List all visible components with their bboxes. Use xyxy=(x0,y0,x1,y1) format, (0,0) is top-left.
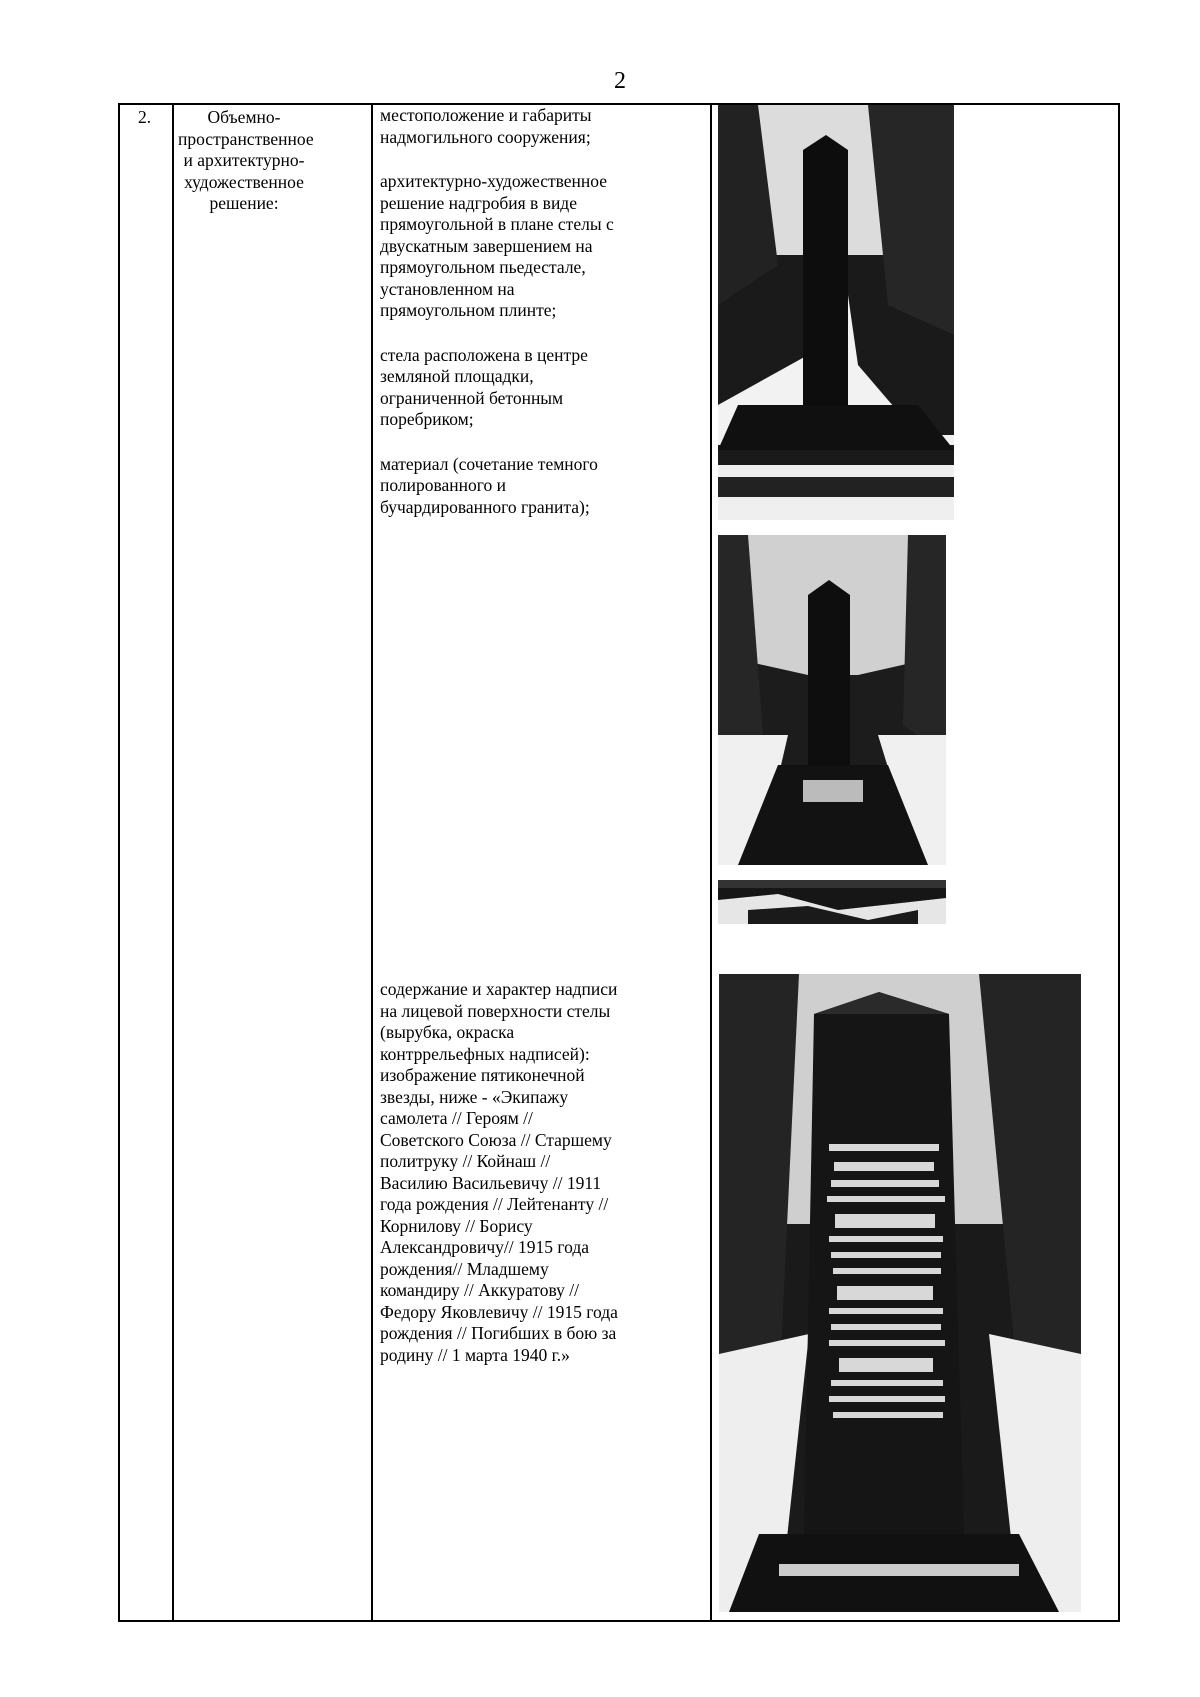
photo-ground-strip xyxy=(718,880,946,924)
row-number: 2. xyxy=(138,107,152,127)
photo-gravestone-side-view xyxy=(718,105,954,520)
photo-inscription-stele xyxy=(719,974,1081,1612)
photo-gravestone-front-view xyxy=(718,535,946,865)
criterion-material: материал (сочетание темного полированного и бучардированного гранита); xyxy=(380,453,598,517)
criterion-inscription: содержание и характер надписи на лицевой поверхности стелы (вырубка, окраска контррельефных надписей): изображение пятиконечной звезды, ниже - «Экипажу самолета // Героям // Советского Союза // Старшему политруку // Койнаш // Василию Васильевичу // 1911 года рождения // Лейтенанту // Корнилову // Борису Александровичу// 1915 года рождения// Младшему командиру // Аккуратову // Федору Яковлевичу // 1915 года рождения // Погибших в бою за родину // 1 марта 1940 г.» xyxy=(380,979,618,1365)
column-divider-1 xyxy=(172,103,174,1622)
criteria-top xyxy=(380,105,680,541)
photo-4-image xyxy=(719,974,1081,1612)
photo-2-image xyxy=(718,535,946,865)
table-left-border xyxy=(118,103,120,1622)
criterion-placement: стела расположена в центре земляной площадки, ограниченной бетонным поребриком; xyxy=(380,344,588,429)
photo-1-image xyxy=(718,105,954,520)
column-divider-3 xyxy=(710,103,712,1622)
criterion-location: местоположение и габариты надмогильного сооружения; xyxy=(380,105,592,147)
page-number: 2 xyxy=(614,68,626,94)
photo-3-image xyxy=(718,880,946,924)
row-label: Объемно- пространственное и архитектурно- художественное решение: xyxy=(178,107,314,213)
criterion-architecture: архитектурно-художественное решение надгробия в виде прямоугольной в плане стелы с двускатным завершением на прямоугольном пьедестале, установленном на прямоугольном плинте; xyxy=(380,171,614,320)
column-divider-2 xyxy=(371,103,373,1622)
table-bottom-border xyxy=(118,1620,1120,1622)
heritage-table xyxy=(118,103,1120,1622)
table-right-border xyxy=(1118,103,1120,1622)
